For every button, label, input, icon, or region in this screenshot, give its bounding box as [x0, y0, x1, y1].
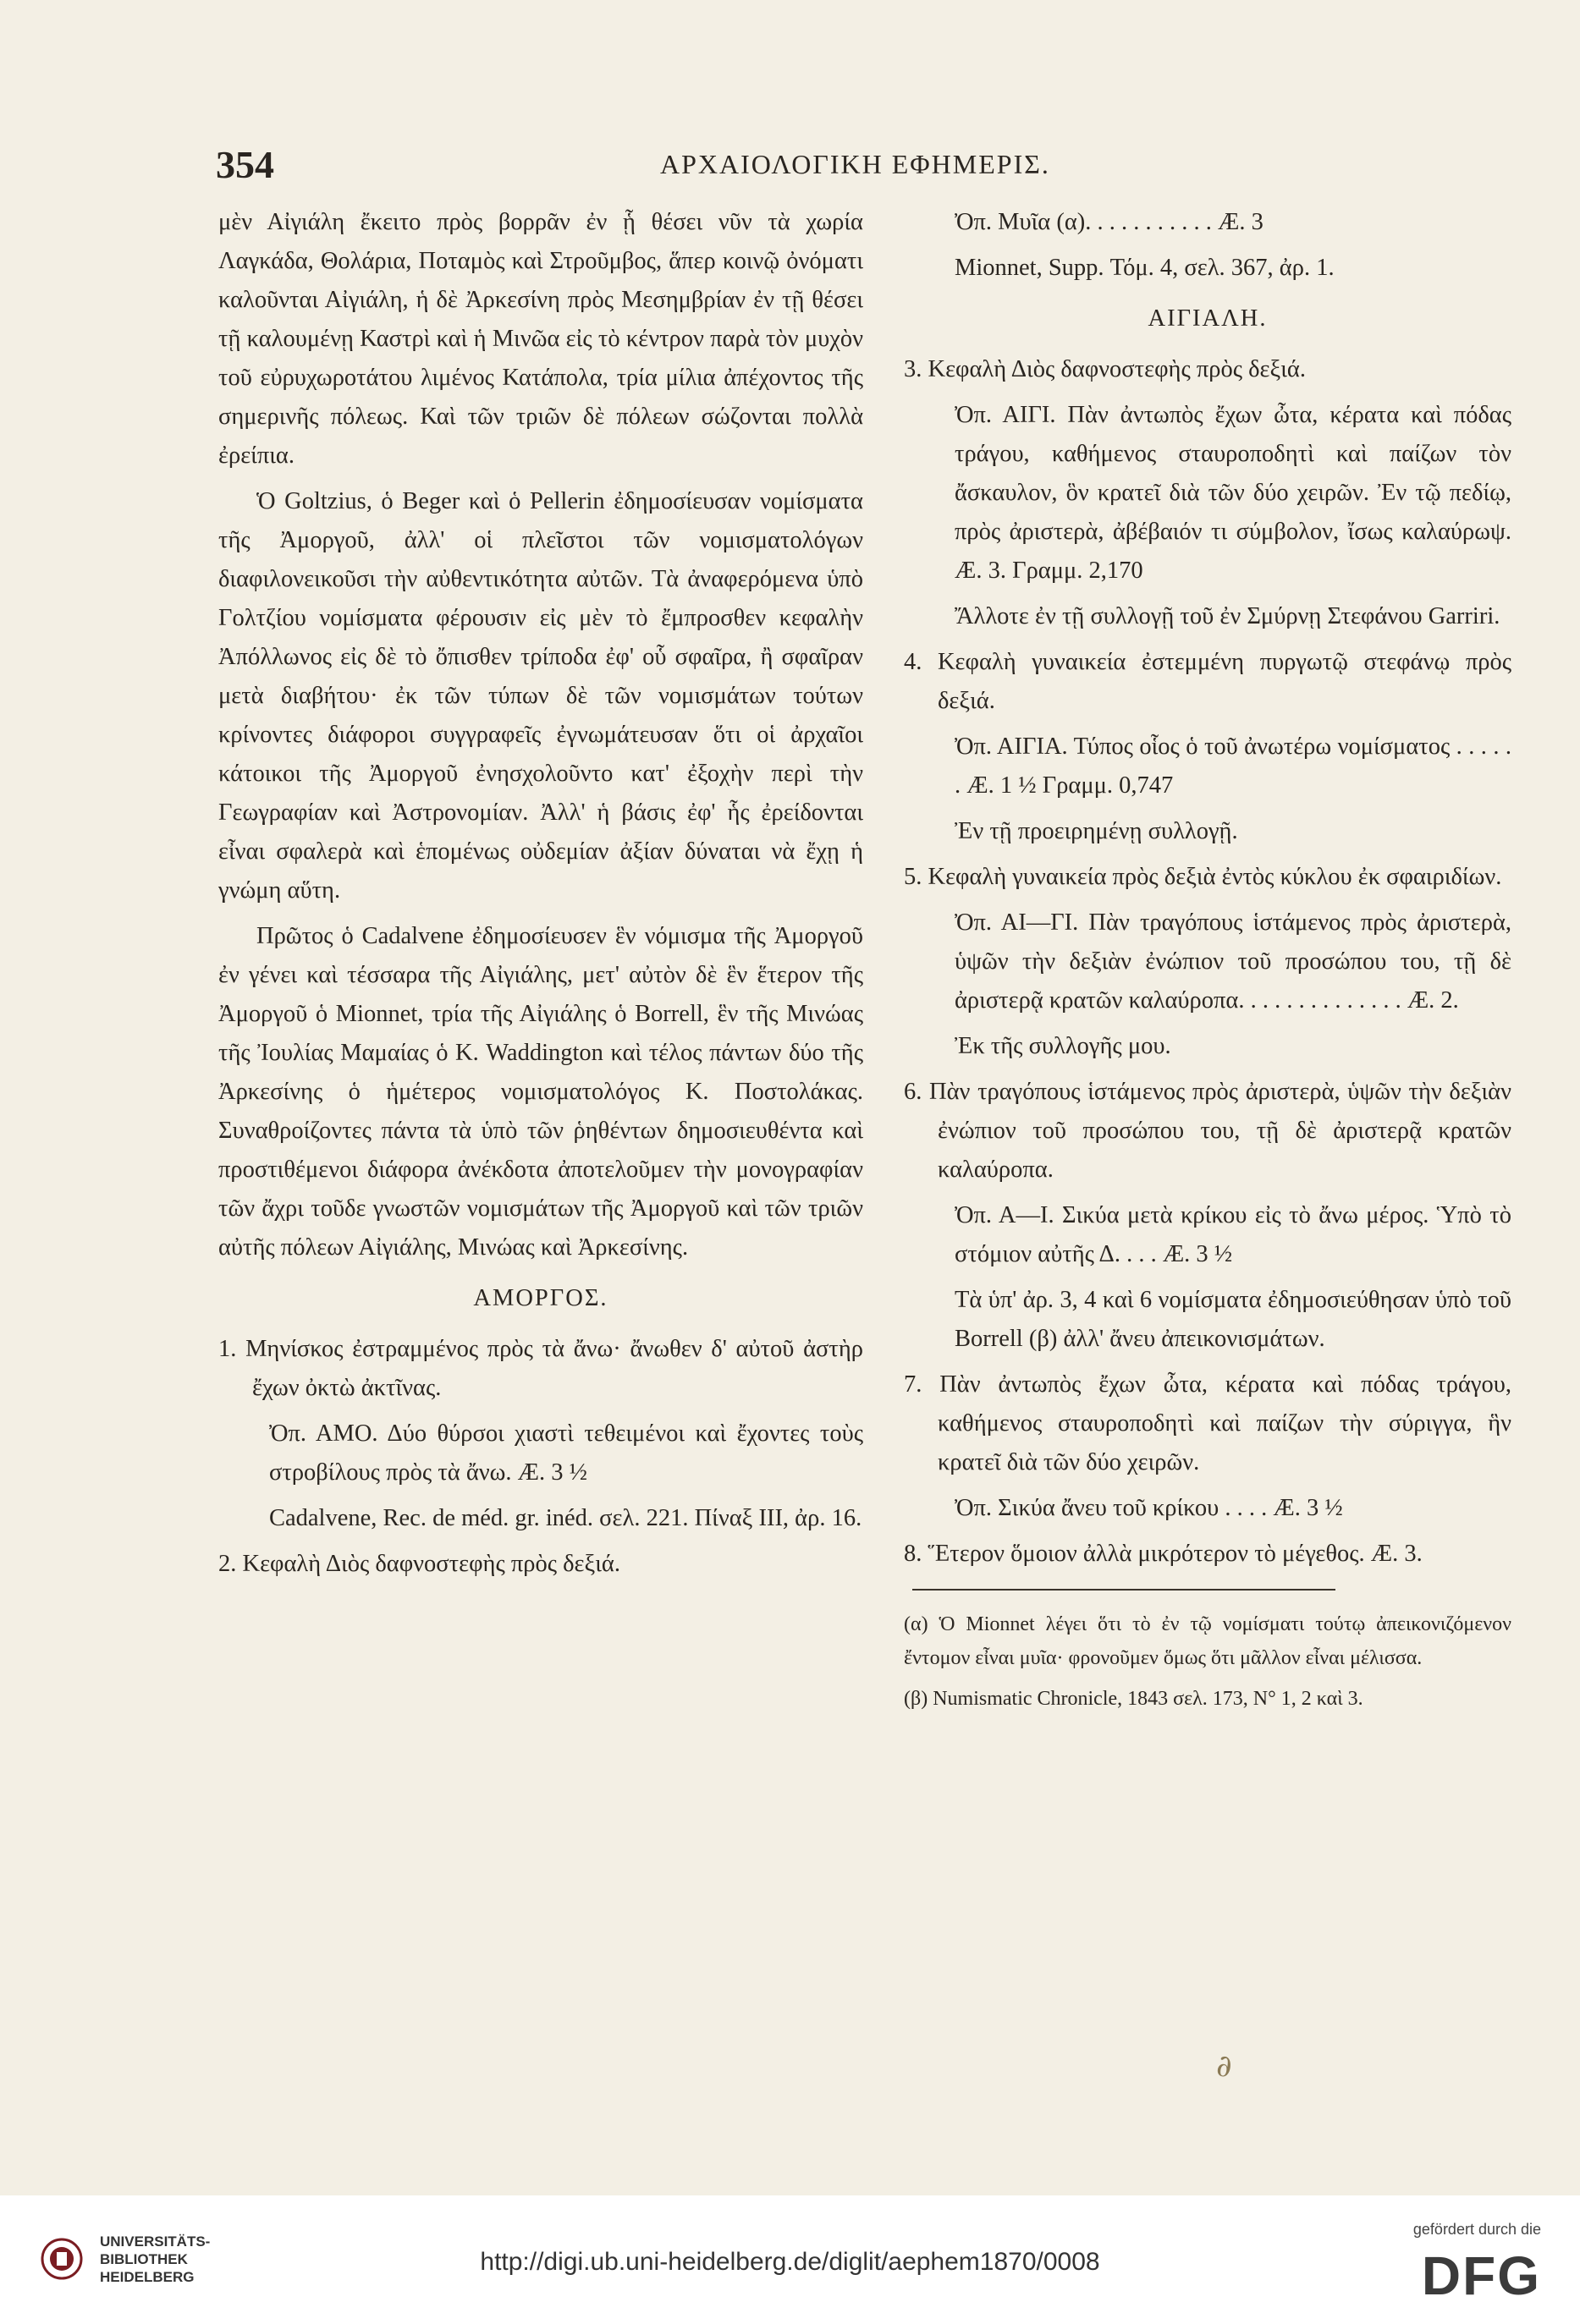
catalog-item: 3. Κεφαλὴ Διὸς δαφνοστεφὴς πρὸς δεξιά.: [904, 356, 1306, 382]
page-header: [0, 142, 1580, 193]
paragraph: μὲν Αἰγιάλη ἔκειτο πρὸς βορρᾶν ἐν ᾗ θέσει νῦν τὰ χωρία Λαγκάδα, Θολάρια, Ποταμὸς καὶ Στροῦμβος, ἅπερ κοινῷ ὀνόματι καλοῦνται Αἰγιάλη, ἡ δὲ Ἀρκεσίνη πρὸς Μεσημβρίαν ἐν τῇ θέσει τῇ καλουμένῃ Καστρὶ καὶ ἡ Μινῶα εἰς τὸ κέντρον παρὰ τὸν μυχὸν τοῦ εὐρυχωροτάτου λιμένος Κατάπολα, τρία μίλια ἀπέχοντος τῆς σημερινῆς πόλεως. Καὶ τῶν τριῶν δὲ πόλεων σώζονται πολλὰ ἐρείπια.: [218, 209, 863, 469]
reference: Mionnet, Supp. Τόμ. 4, σελ. 367, ἀρ. 1.: [955, 255, 1335, 281]
coin-reverse: Ὀπ. ΑΙΓΙΑ. Τύπος οἷος ὁ τοῦ ἀνωτέρω νομίσματος . . . . . . Æ. 1 ½ Γραμμ. 0,747: [955, 733, 1511, 799]
page-number: 354: [216, 143, 274, 186]
dfg-logo: DFG: [1421, 2245, 1541, 2306]
footnote-b: (β) Numismatic Chronicle, 1843 σελ. 173, N° 1, 2 καὶ 3.: [904, 1688, 1363, 1710]
left-column: [218, 203, 863, 1591]
coin-reverse: Ὀπ. ΑΙ—ΓΙ. Πὰν τραγόπους ἱστάμενος πρὸς ἀριστερὰ, ὑψῶν τὴν δεξιὰν ἐνώπιον τοῦ προσώπου του, τῇ δὲ ἀριστερᾷ κρατῶν καλαύροπα. . . . . . . . . . . . . . Æ. 2.: [955, 909, 1511, 1014]
note: Ἄλλοτε ἐν τῇ συλλογῇ τοῦ ἐν Σμύρνῃ Στεφάνου Garriri.: [955, 603, 1500, 629]
institution-line: BIBLIOTHEK: [100, 2251, 188, 2267]
catalog-item: 6. Πὰν τραγόπους ἱστάμενος πρὸς ἀριστερὰ, ὑψῶν τὴν δεξιὰν ἐνώπιον τοῦ προσώπου του, τῇ δὲ ἀριστερᾷ κρατῶν καλαύροπα.: [904, 1079, 1511, 1183]
note: Ἐκ τῆς συλλογῆς μου.: [955, 1033, 1171, 1059]
sponsor-caption: gefördert durch die: [1412, 2221, 1541, 2238]
catalog-item: 8. Ἕτερον ὅμοιον ἀλλὰ μικρότερον τὸ μέγεθος. Æ. 3.: [904, 1541, 1423, 1567]
catalog-item: 7. Πὰν ἀντωπὸς ἔχων ὦτα, κέρατα καὶ πόδας τράγου, καθήμενος σταυροποδητὶ καὶ παίζων τὴν σύριγγα, ἣν κρατεῖ διὰ τῶν δύο χειρῶν.: [904, 1371, 1511, 1475]
footnote-divider: [912, 1589, 1335, 1591]
catalog-item: 5. Κεφαλὴ γυναικεία πρὸς δεξιὰ ἐντὸς κύκλου ἐκ σφαιριδίων.: [904, 864, 1502, 890]
footnote-a: (α) Ὁ Mionnet λέγει ὅτι τὸ ἐν τῷ νομίσματι τούτῳ ἀπεικονιζόμενον ἔντομον εἶναι μυῖα· φρονοῦμεν ὅμως ὅτι μᾶλλον εἶναι μέλισσα.: [904, 1613, 1511, 1669]
catalog-item: 1. Μηνίσκος ἐστραμμένος πρὸς τὰ ἄνω· ἄνωθεν δ' αὐτοῦ ἀστὴρ ἔχων ὀκτὼ ἀκτῖνας.: [218, 1336, 863, 1401]
paragraph: Πρῶτος ὁ Cadalvene ἐδημοσίευσεν ἓν νόμισμα τῆς Ἀμοργοῦ ἐν γένει καὶ τέσσαρα τῆς Αἰγιάλης, μετ' αὐτὸν δὲ ἓν ἕτερον τῆς Ἀμοργοῦ ὁ Mionnet, τρία τῆς Αἰγιάλης ὁ Borrell, ἓν τῆς Μινώας τῆς Ἰουλίας Μαμαίας ὁ Κ. Waddington καὶ τέλος πάντων δύο τῆς Ἀρκεσίνης ὁ ἡμέτερος νομισματολόγος Κ. Ποστολάκας. Συναθροίζοντες πάντα τὰ ὑπὸ τῶν ῥηθέντων δημοσιευθέντα καὶ προστιθέμενοι διάφορα ἀνέκδοτα ἀποτελοῦμεν τὴν μονογραφίαν τῶν ἄχρι τοῦδε γνωστῶν νομισμάτων τῆς Ἀμοργοῦ καὶ τῶν τριῶν αὐτῆς πόλεων Αἰγιάλης, Μινώας καὶ Ἀρκεσίνης.: [218, 923, 863, 1261]
section-heading-amorgos: ΑΜΟΡΓΟΣ.: [473, 1285, 608, 1311]
running-title: ΑΡΧΑΙΟΛΟΓΙΚΗ ΕΦΗΜΕΡΙΣ.: [660, 149, 1050, 179]
catalog-item: 2. Κεφαλὴ Διὸς δαφνοστεφὴς πρὸς δεξιά.: [218, 1551, 620, 1577]
coin-reverse: Ὀπ. ΑΜΟ. Δύο θύρσοι χιαστὶ τεθειμένοι καὶ ἔχοντες τοὺς στροβίλους πρὸς τὰ ἄνω. Æ. 3 ½: [269, 1420, 863, 1486]
right-column: [904, 203, 1511, 1722]
catalog-item: 4. Κεφαλὴ γυναικεία ἐστεμμένη πυργωτῷ στεφάνῳ πρὸς δεξιά.: [904, 649, 1511, 714]
source-url-link[interactable]: http://digi.ub.uni-heidelberg.de/diglit/aephem1870/0008: [480, 2248, 1100, 2276]
institution-line: UNIVERSITÄTS-: [100, 2233, 211, 2250]
footer-bar: [0, 2195, 1580, 2324]
note: Τὰ ὑπ' ἀρ. 3, 4 καὶ 6 νομίσματα ἐδημοσιεύθησαν ὑπὸ τοῦ Borrell (β) ἀλλ' ἄνευ ἀπεικονισμάτων.: [955, 1287, 1511, 1352]
section-heading-aigiali: ΑΙΓΙΑΛΗ.: [1148, 305, 1268, 332]
ink-mark: ∂: [1216, 2049, 1232, 2084]
coin-reverse: Ὀπ. Α—Ι. Σικύα μετὰ κρίκου εἰς τὸ ἄνω μέρος. Ὑπὸ τὸ στόμιον αὐτῆς Δ. . . . Æ. 3 ½: [955, 1202, 1511, 1267]
institution-line: HEIDELBERG: [100, 2269, 195, 2285]
coin-reverse: Ὀπ. Μυῖα (α). . . . . . . . . . . Æ. 3: [955, 209, 1263, 235]
reference: Cadalvene, Rec. de méd. gr. inéd. σελ. 221. Πίναξ III, ἀρ. 16.: [269, 1505, 862, 1531]
coin-reverse: Ὀπ. Σικύα ἄνευ τοῦ κρίκου . . . . Æ. 3 ½: [955, 1495, 1343, 1521]
coin-reverse: Ὀπ. ΑΙΓΙ. Πὰν ἀντωπὸς ἔχων ὦτα, κέρατα καὶ πόδας τράγου, καθήμενος σταυροποδητὶ καὶ παίζων τὸν ἄσκαυλον, ὃν κρατεῖ διὰ τῶν δύο χειρῶν. Ἐν τῷ πεδίῳ, πρὸς ἀριστερὰ, ἀβέβαιόν τι σύμβολον, ἴσως καλαύρωψ. Æ. 3. Γραμμ. 2,170: [955, 402, 1511, 584]
paragraph: Ὁ Goltzius, ὁ Beger καὶ ὁ Pellerin ἐδημοσίευσαν νομίσματα τῆς Ἀμοργοῦ, ἀλλ' οἱ πλεῖστοι τῶν νομισματολόγων διαφιλονεικοῦσι τὴν αὐθεντικότητα αὐτῶν. Τὰ ἀναφερόμενα ὑπὸ Γολτζίου νομίσματα φέρουσιν εἰς μὲν τὸ ἔμπροσθεν κεφαλὴν Ἀπόλλωνος εἰς δὲ τὸ ὄπισθεν τρίποδα ἐφ' οὗ σφαῖρα, ἢ σφαῖραν μετὰ διαβήτου· ἐκ τῶν τύπων δὲ τῶν νομισμάτων τούτων κρίνοντες διάφοροι συγγραφεῖς ἐγνωμάτευσαν ὅτι οἱ ἀρχαῖοι κάτοικοι τῆς Ἀμοργοῦ ἐνησχολοῦντο κατ' ἐξοχὴν περὶ τὴν Γεωγραφίαν καὶ Ἀστρονομίαν. Ἀλλ' ἡ βάσις ἐφ' ἧς ἐρείδονται εἶναι σφαλερὰ καὶ ἑπομένως οὐδεμίαν ἀξίαν δύναται νὰ ἔχῃ ἡ γνώμη αὕτη.: [218, 488, 863, 904]
note: Ἐν τῇ προειρημένῃ συλλογῇ.: [955, 818, 1238, 844]
